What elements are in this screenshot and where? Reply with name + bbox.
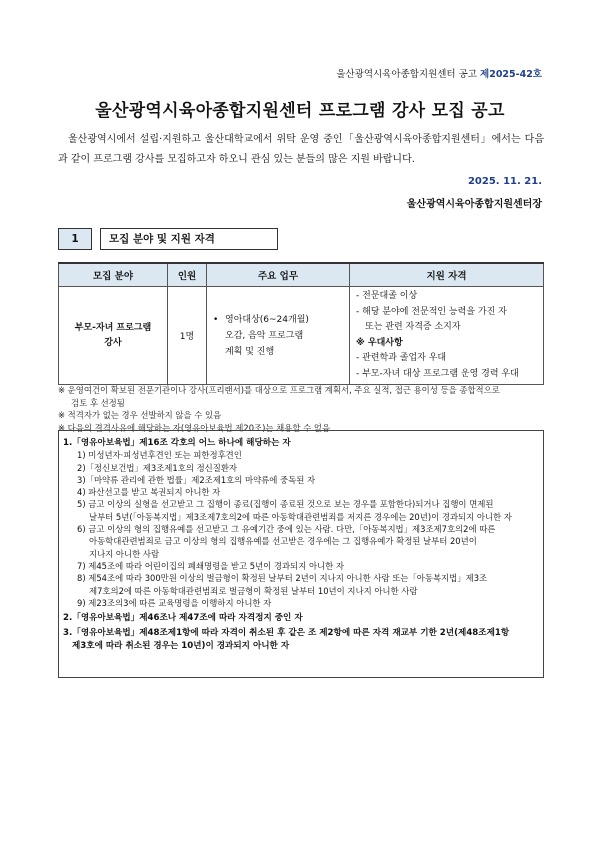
list-item: 지나지 아니한 사람 [89,548,160,559]
header-duties: 주요 업무 [207,263,350,287]
section-number: 1 [58,228,92,250]
list-item: 7) 제45조에 따라 어린이집의 폐쇄명령을 받고 5년이 경과되지 아니한 자 [77,560,344,571]
note-item: ※ 다음의 결격사유에 해당하는 자(영유아보육법 제20조)는 채용할 수 없음 [58,422,331,433]
list-item: 5) 금고 이상의 실형을 선고받고 그 집행이 종료(집행이 종료된 것으로 보는 경우를 포함한다)되거나 집행이 면제된 [77,499,494,510]
list-item: 9) 제23조의3에 따른 교육명령을 이행하지 아니한 자 [77,597,272,608]
recruitment-table [58,262,544,385]
qualification-item: 또는 관련 자격증 소지자 [365,322,461,332]
list-item: 4) 파산선고를 받고 복권되지 아니한 자 [77,487,221,498]
table-row [59,287,544,385]
disq-heading-2: 2.「영유아보육법」제46조나 제47조에 따라 자격정지 중인 자 [63,613,303,624]
bullet-icon: • [213,314,219,325]
note-item: ※ 운영여건이 확보된 전문기관이나 강사(프리랜서)를 대상으로 프로그램 계획서, 주요 실적, 접근 용이성 등을 종합적으로 [58,385,500,395]
notice-number [336,66,542,80]
cell-count: 1명 [168,287,207,385]
header-count: 인원 [168,263,207,287]
preference-item: - 부모-자녀 대상 프로그램 운영 경력 우대 [356,368,519,379]
list-item: 아동학대관련범죄로 금고 이상의 형의 집행유예를 선고받은 경우에는 그 집행유예가 확정된 날부터 20년이 [89,536,477,547]
disq-heading-3-cont: 제3호에 따라 취소된 경우는 10년)이 경과되지 아니한 자 [72,640,290,651]
preference-header: ※ 우대사항 [356,337,403,348]
issuer: 울산광역시육아종합지원센터장 [406,199,542,210]
disq-heading-1: 1.「영유아보육법」제16조 각호의 어느 하나에 해당하는 자 [63,438,291,448]
cell-field: 부모-자녀 프로그램 강사 [59,287,168,385]
list-item: 8) 제54조에 따라 300만원 이상의 벌금형이 확정된 날부터 2년이 지나지 아니한 사람 또는「아동복지법」제3조 [77,573,488,584]
notes [58,384,544,434]
header-qualifications: 지원 자격 [350,263,544,287]
section-title: 모집 분야 및 지원 자격 [100,228,278,250]
disqualification-box [58,430,544,678]
cell-qualifications [350,287,544,385]
list-item: 3)「마약류 관리에 관한 법률」제2조제1호의 마약류에 중독된 자 [77,474,316,485]
intro-paragraph: 울산광역시에서 설립·지원하고 울산대학교에서 위탁 운영 중인「울산광역시육아종합지원센터」에서는 다음과 같이 프로그램 강사를 모집하고자 하오니 관심 있는 분들의 많은 지원 바랍니다. [58,134,544,165]
section-header [58,228,278,250]
notice-date: 2025. 11. 21. [467,176,542,187]
list-item: 6) 금고 이상의 형의 집행유예를 선고받고 그 유예기간 중에 있는 사람. 다만,「아동복지법」제3조제7호의2에 따른 [77,524,496,535]
list-item: 1) 미성년자·피성년후견인 또는 피한정후견인 [77,450,242,461]
header-field: 모집 분야 [59,263,168,287]
notice-prefix: 울산광역시육아종합지원센터 공고 [336,69,477,80]
note-item: ※ 적격자가 없는 경우 선발하지 않을 수 있음 [58,410,222,420]
list-item: 날부터 5년(「아동복지법」제3조제7호의2에 따른 아동학대관련범죄를 저지른 경우에는 20년)이 경과되지 아니한 자 [89,511,512,522]
list-item: 제7호의2에 따른 아동학대관련범죄로 벌금형이 확정된 날부터 10년이 지나지 아니한 사람 [89,585,418,596]
cell-duties: • 영아대상(6~24개월) 오감, 음악 프로그램 계획 및 진행 [207,287,350,385]
notice-no: 제2025-42호 [480,69,542,80]
preference-item: - 관련학과 졸업자 우대 [356,353,447,363]
disq-heading-3: 3.「영유아보육법」제48조제1항에 따라 자격이 취소된 후 같은 조 제2항에 따른 자격 재교부 기한 2년(제48조제1항 [63,628,510,639]
note-item: 검토 후 선정됨 [71,397,125,408]
page-title: 울산광역시육아종합지원센터 프로그램 강사 모집 공고 [95,101,505,121]
list-item: 2)「정신보건법」제3조제1호의 정신질환자 [77,462,238,473]
qualification-item: - 전문대졸 이상 [356,291,418,301]
qualification-item: - 해당 분야에 전문적인 능력을 가진 자 [356,306,507,317]
table-header-row [59,263,544,287]
